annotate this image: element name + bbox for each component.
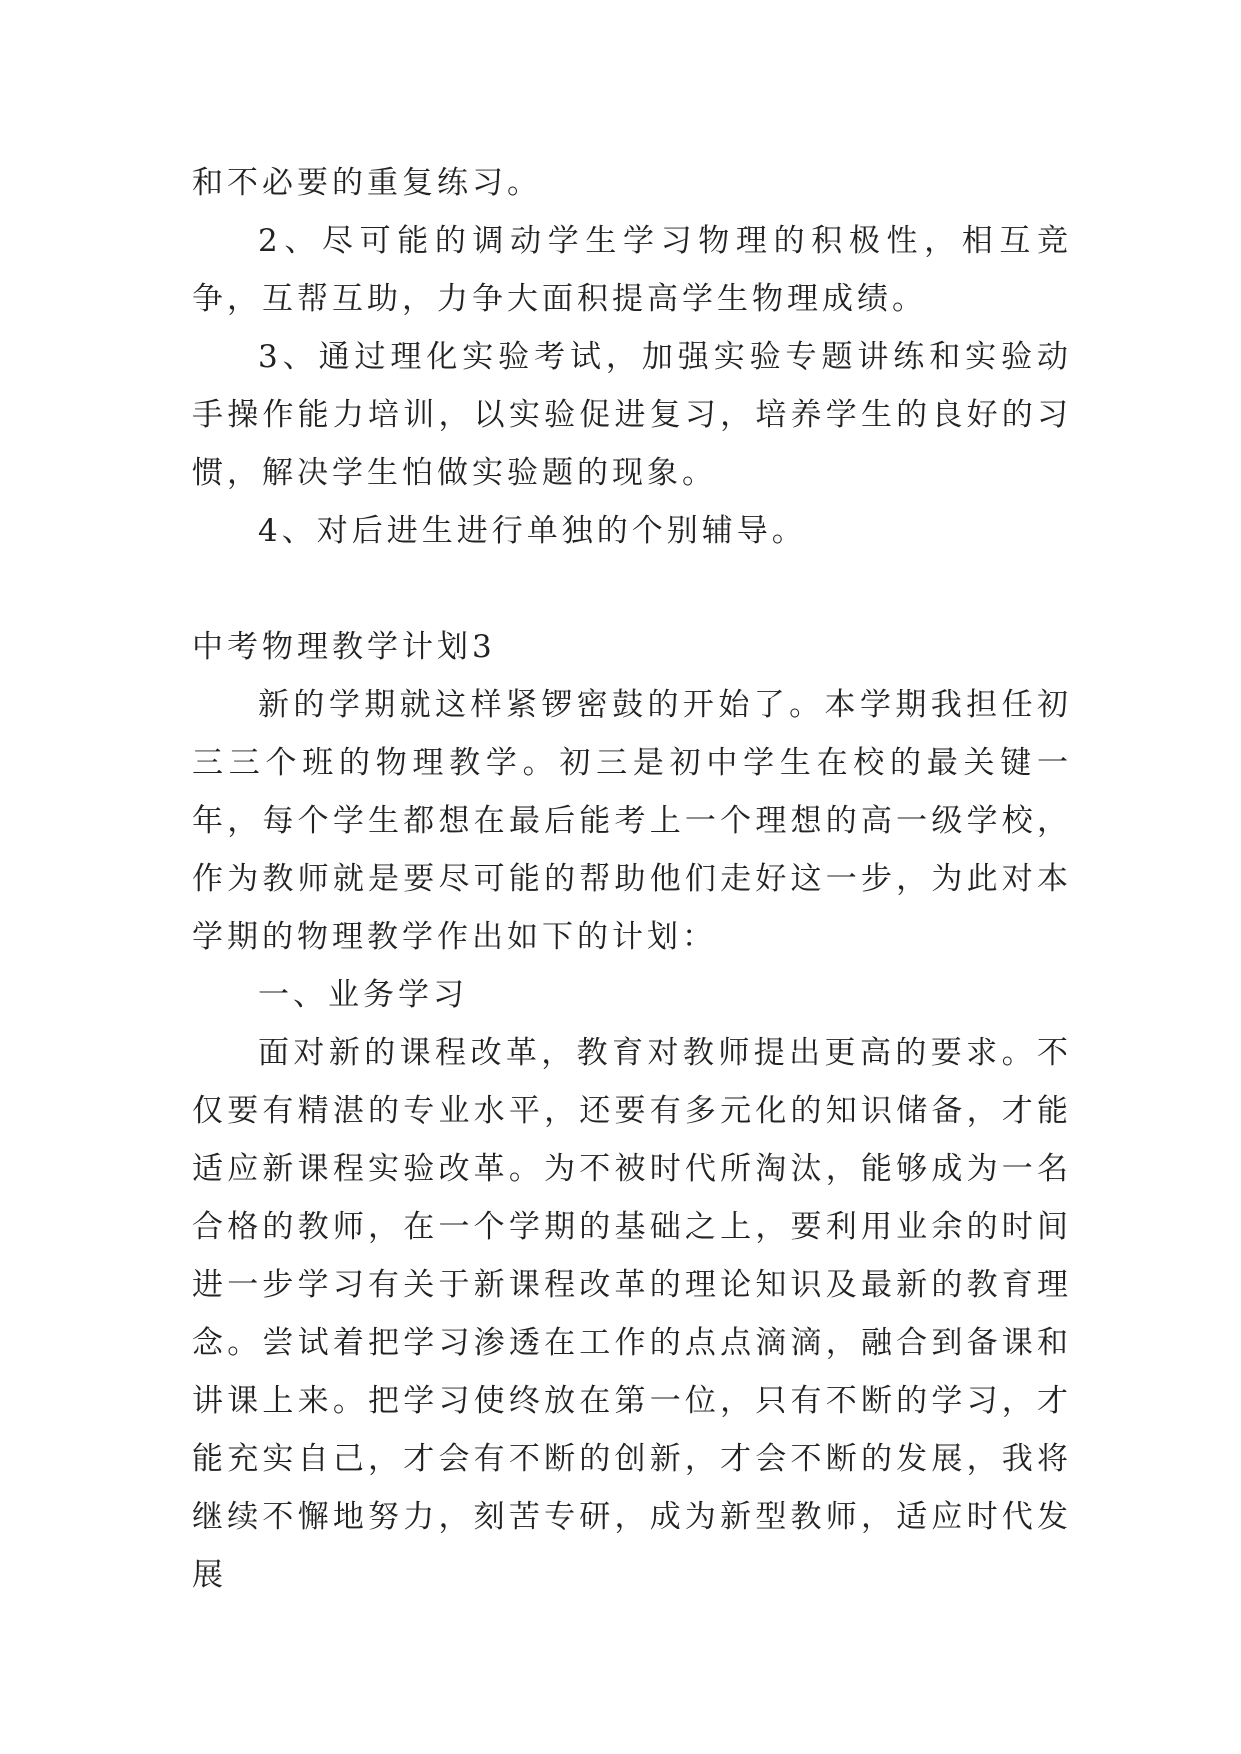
paragraph-item-3: 3、通过理化实验考试，加强实验专题讲练和实验动手操作能力培训，以实验促进复习，培养学生的良好的习惯，解决学生怕做实验题的现象。 (192, 339, 1072, 491)
paragraph-item-4: 4、对后进生进行单独的个别辅导。 (258, 513, 807, 549)
paragraph-intro: 新的学期就这样紧锣密鼓的开始了。本学期我担任初三三个班的物理教学。初三是初中学生在校的最关键一年，每个学生都想在最后能考上一个理想的高一级学校，作为教师就是要尽可能的帮助他们走好这一步，为此对本学期的物理教学作出如下的计划： (192, 687, 1072, 955)
heading-business-study: 一、业务学习 (258, 977, 468, 1013)
document-body (192, 154, 1072, 1604)
paragraph-continuation: 和不必要的重复练习。 (192, 165, 542, 201)
paragraph-item-2: 2、尽可能的调动学生学习物理的积极性，相互竞争，互帮互助，力争大面积提高学生物理成绩。 (192, 223, 1072, 317)
paragraph-business-study: 面对新的课程改革，教育对教师提出更高的要求。不仅要有精湛的专业水平，还要有多元化的知识储备，才能适应新课程实验改革。为不被时代所淘汰，能够成为一名合格的教师，在一个学期的基础之上，要利用业余的时间进一步学习有关于新课程改革的理论知识及最新的教育理念。尝试着把学习渗透在工作的点点滴滴，融合到备课和讲课上来。把学习使终放在第一位，只有不断的学习，才能充实自己，才会有不断的创新，才会不断的发展，我将继续不懈地努力，刻苦专研，成为新型教师，适应时代发展 (192, 1035, 1072, 1593)
section-title: 中考物理教学计划3 (192, 629, 496, 665)
